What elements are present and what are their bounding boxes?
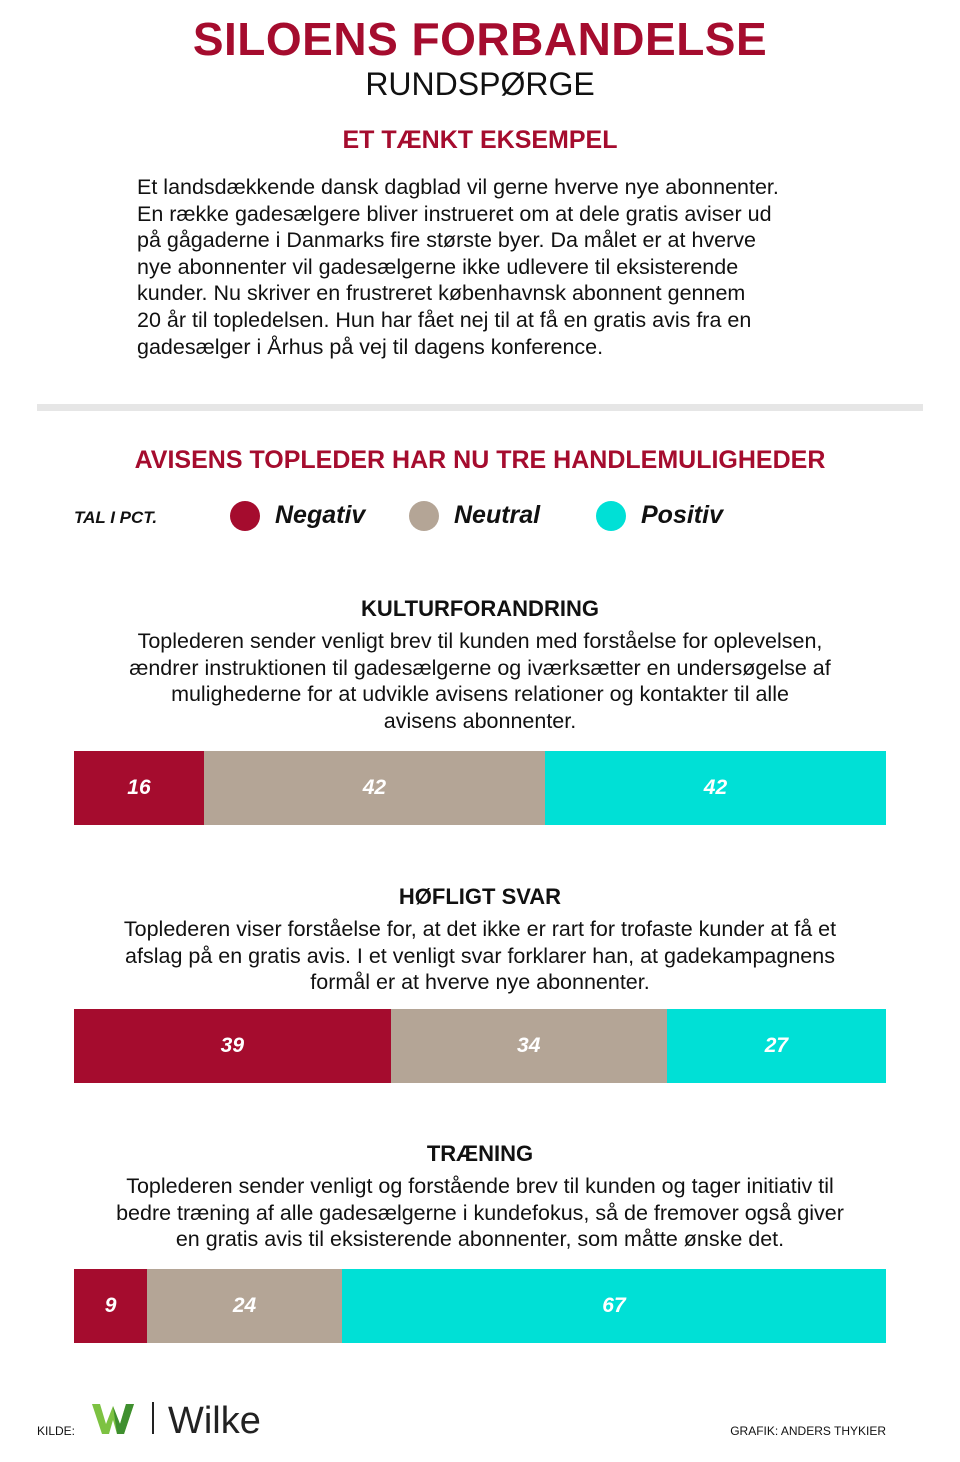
option-title-hoefligt-svar: HØFLIGT SVAR — [398, 884, 562, 909]
logo-text: Wilke — [168, 1400, 261, 1440]
wilke-logo — [90, 1396, 280, 1440]
stacked-bar-hoefligt-svar — [74, 1009, 886, 1083]
description-line: Toplederen sender venligt brev til kunden med forståelse for oplevelsen, — [137, 629, 823, 653]
description-line: Toplederen viser forståelse for, at det ikke er rart for trofaste kunder at få et — [123, 917, 837, 941]
stacked-bar-kulturforandring — [74, 751, 886, 825]
intro-line: En række gadesælgere bliver instrueret om at dele gratis aviser ud — [137, 201, 772, 226]
intro-line: gadesælger i Århus på vej til dagens konference. — [137, 334, 604, 359]
stacked-bar-traening — [74, 1269, 886, 1343]
options-heading: AVISENS TOPLEDER HAR NU TRE HANDLEMULIGHEDER — [134, 446, 826, 474]
page-subtitle: RUNDSPØRGE — [365, 66, 595, 102]
bar-segment-neutral: 34 — [391, 1009, 667, 1083]
intro-text — [137, 174, 857, 360]
description-line: avisens abonnenter. — [383, 708, 577, 733]
bar-segment-positive: 67 — [342, 1269, 886, 1343]
description-line: afslag på en gratis avis. I et venligt svar forklarer han, at gadekampagnens — [125, 943, 835, 968]
intro-line: på gågaderne i Danmarks fire største byer. Da målet er at hverve — [137, 228, 756, 253]
legend-dot-positive — [596, 501, 626, 531]
intro-line: kunder. Nu skriver en frustreret københavnsk abonnent gennem — [137, 281, 746, 306]
description-line: ændrer instruktionen til gadesælgerne og iværksætter en undersøgelse af — [129, 655, 831, 680]
legend-label-negative: Negativ — [275, 501, 366, 529]
description-line: formål er at hverve nye abonnenter. — [310, 970, 650, 995]
bar-segment-negative: 9 — [74, 1269, 147, 1343]
unit-label: TAL I PCT. — [74, 508, 158, 527]
option-description-kulturforandring — [60, 628, 900, 734]
bar-segment-negative: 39 — [74, 1009, 391, 1083]
wilke-logo-mark — [90, 1396, 280, 1440]
legend-dot-negative — [230, 501, 260, 531]
description-line: en gratis avis til eksisterende abonnenter, som måtte ønske det. — [175, 1227, 785, 1252]
option-description-hoefligt-svar — [60, 916, 900, 996]
description-line: bedre træning af alle gadesælgerne i kundefokus, så de fremover også giver — [116, 1200, 844, 1225]
legend-label-positive: Positiv — [641, 501, 723, 529]
option-title-traening: TRÆNING — [426, 1141, 534, 1166]
legend-dot-neutral — [409, 501, 439, 531]
bar-segment-neutral: 24 — [147, 1269, 342, 1343]
bar-segment-positive: 27 — [667, 1009, 886, 1083]
intro-line: nye abonnenter vil gadesælgerne ikke udlevere til eksisterende — [137, 254, 739, 279]
option-title-kulturforandring: KULTURFORANDRING — [361, 596, 599, 621]
bar-segment-neutral: 42 — [204, 751, 545, 825]
description-line: Toplederen sender venligt og forstående brev til kunden og tager initiativ til — [126, 1174, 834, 1198]
intro-line: 20 år til topledelsen. Hun har fået nej til at få en gratis avis fra en — [137, 307, 752, 332]
page-title: SILOENS FORBANDELSE — [192, 13, 768, 65]
section-divider — [37, 404, 923, 411]
source-label: KILDE: — [37, 1424, 76, 1438]
bar-segment-positive: 42 — [545, 751, 886, 825]
intro-line: Et landsdækkende dansk dagblad vil gerne hverve nye abonnenter. — [137, 175, 779, 199]
bar-segment-negative: 16 — [74, 751, 204, 825]
example-heading: ET TÆNKT EKSEMPEL — [342, 126, 618, 154]
option-description-traening — [60, 1173, 900, 1253]
graphic-credit: GRAFIK: ANDERS THYKIER — [730, 1424, 886, 1438]
description-line: mulighederne for at udvikle avisens relationer og kontakter til alle — [171, 682, 789, 707]
legend-label-neutral: Neutral — [454, 501, 541, 529]
